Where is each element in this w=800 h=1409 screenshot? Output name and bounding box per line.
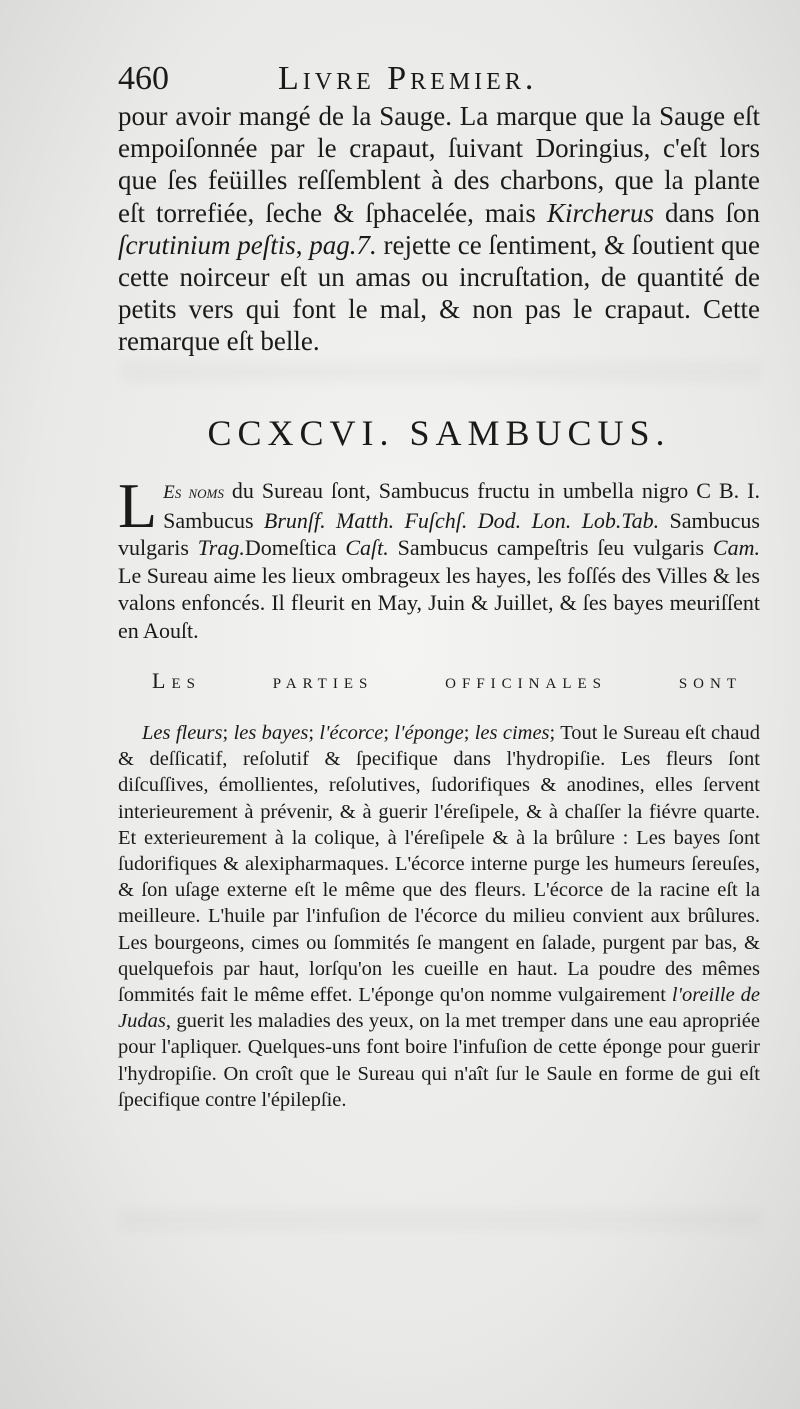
text: Domeſtica	[244, 535, 346, 560]
text: ;	[383, 722, 395, 744]
text: Es noms	[163, 482, 224, 503]
page-number: 460	[118, 60, 169, 97]
bleed-through-mark	[120, 1210, 760, 1230]
term: Les fleurs	[142, 722, 223, 744]
author-name: Kircherus	[546, 197, 654, 228]
text: ;	[463, 722, 475, 744]
text: rejette ce ſentiment, & ſoutient que cette noirceur eſt un amas ou incruſtation, de quantité de petits vers qui font le mal, & non pas le crapaut. Cette remarque eſt belle.	[118, 229, 760, 357]
work-title: ſcrutinium peſtis	[118, 229, 296, 260]
page-reference: pag.7.	[309, 229, 377, 260]
text: pour avoir mangé de la Sauge. La marque que la Sauge eſt empoiſonnée par le crapaut, ſuivant Doringius, c'eſt lors que ſes feüilles reſſemblent à des charbons, que la plante eſt torrefiée, ſeche & ſphacelée, mais	[118, 101, 760, 228]
text: Sambucus vulgaris	[118, 507, 760, 560]
text: ; Tout le Sureau eſt chaud & deſſicatif, reſolutif & ſpecifique dans l'hydropiſie. Les fleurs ſont diſcuſſives, émollientes, reſolutives, ſudorifiques & anodines, elles ſervent interieurement à prévenir, & à guerir l'éreſipele, & à chaſſer la fiévre quarte. Et exterieurement à la colique, à l'éreſipele & à la brûlure : Les bayes ſont ſudorifiques & alexipharmaques. L'écorce interne purge les humeurs ſereuſes, & ſon uſage externe eſt le même que des fleurs. L'écorce de la racine eſt la meilleure. L'huile par l'infuſion de l'écorce du milieu convient aux brûlures. Les bourgeons, cimes ou ſommités ſe mangent en ſalade, purgent par bas, & quelquefois par haut, lorſqu'on les cueille en haut. La poudre des mêmes ſommités fait le même effet. L'éponge qu'on nomme vulgairement	[118, 722, 760, 1007]
term: l'éponge	[394, 722, 464, 744]
author-abbreviation: Trag.	[197, 535, 245, 560]
text: du Sureau ſont, Sambucus fructu in umbella nigro C B. I. Sambucus	[163, 478, 761, 533]
section-title: CCXCVI. SAMBUCUS.	[207, 413, 671, 453]
text: ,	[295, 229, 310, 260]
text: dans ſon	[653, 197, 760, 228]
term: les cimes	[474, 722, 550, 744]
author-abbreviations: Brunſf. Matth. Fuſchſ. Dod. Lon. Lob.Tab.	[263, 507, 660, 533]
term: l'écorce	[319, 722, 384, 744]
paragraph-continuation	[118, 100, 760, 358]
text: ;	[222, 722, 234, 744]
author-abbreviation: Cam.	[712, 535, 760, 560]
page-header	[118, 60, 758, 104]
bleed-through-mark	[120, 362, 760, 382]
text: , guerit les maladies des yeux, on la met tremper dans une eau apropriée pour l'apliquer. Quelques-uns font boire l'infuſion de cette éponge pour guerir l'hydropiſie. On croît que le Sureau qui n'aît ſur le Saule en forme de gui eſt ſpecifique contre l'épilepſie.	[118, 1010, 760, 1111]
text: Sambucus campeſtris ſeu vulgaris	[388, 535, 713, 560]
names-paragraph	[118, 470, 761, 644]
author-abbreviation: Caſt.	[345, 535, 389, 560]
subsection-title: Les parties officinales sont	[152, 668, 742, 693]
running-head: Livre Premier.	[278, 60, 538, 97]
text: ;	[308, 722, 320, 744]
officinal-parts-paragraph	[118, 720, 760, 1113]
term: l'oreille de Judas	[118, 984, 760, 1033]
term: les bayes	[233, 722, 309, 744]
drop-cap: L	[118, 470, 158, 541]
text: Le Sureau aime les lieux ombrageux les hayes, les foſſés des Villes & les valons enfoncés. Il fleurit en May, Juin & Juillet, & ſes bayes meuriſſent en Aouſt.	[118, 562, 760, 643]
